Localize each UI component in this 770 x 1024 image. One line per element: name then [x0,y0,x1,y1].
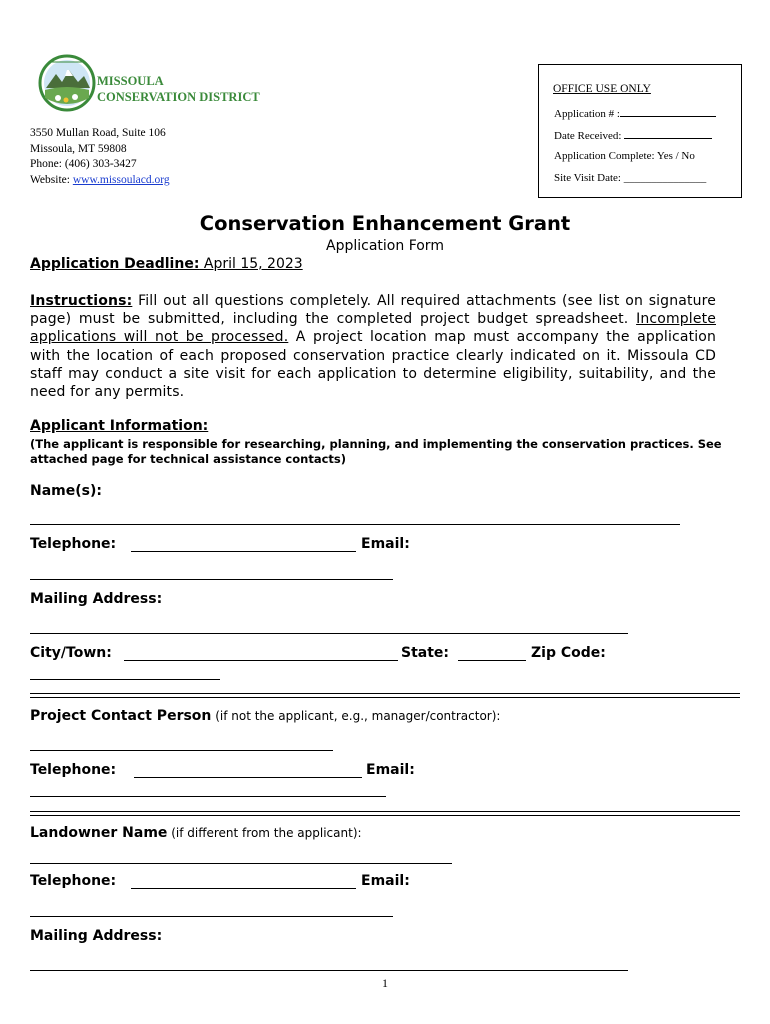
application-number-row [554,106,716,120]
city-label: City/Town: [30,645,112,661]
site-visit-date-row: Site Visit Date: _______________ [554,172,707,184]
instructions-label: Instructions: [30,293,133,309]
deadline-label: Application Deadline: [30,256,200,272]
landowner-email-field[interactable] [30,916,393,917]
office-use-box [538,64,742,198]
website-link[interactable]: www.missoulacd.org [72,173,170,186]
instructions-text-2: A project location map must accompany the application with the location of each proposed conservation practice clearly indicated on it. Missoula CD staff may conduct a site visit for each application to determine eligibility, suitability, and the need for any permits. [30,329,716,401]
landowner-name-label [30,825,362,841]
application-number-field[interactable] [620,106,716,117]
deadline-value: April 15, 2023 [199,256,303,272]
applicant-telephone-field[interactable] [131,551,356,552]
landowner-telephone-field[interactable] [131,888,356,889]
zip-field[interactable] [30,679,220,680]
section-divider [30,811,740,816]
org-address [30,126,170,188]
landowner-name-label-text: Landowner Name [30,825,168,841]
contact-telephone-label: Telephone: [30,762,117,778]
section-divider [30,693,740,698]
landowner-email-label: Email: [361,873,410,889]
org-name-line1: MISSOULA [97,74,164,88]
application-complete-row: Application Complete: Yes / No [554,150,695,162]
org-name [97,73,260,105]
application-number-label: Application # : [554,108,620,120]
landowner-telephone-label: Telephone: [30,873,117,889]
org-name-line2: CONSERVATION DISTRICT [97,90,260,104]
contact-email-field[interactable] [30,796,386,797]
landowner-name-note: (if different from the applicant): [167,826,362,840]
missoula-cd-logo [38,54,96,112]
date-received-field[interactable] [624,128,712,139]
applicant-telephone-label: Telephone: [30,536,117,552]
zip-label: Zip Code: [531,645,606,661]
state-label: State: [401,645,450,661]
applicant-mailing-field[interactable] [30,633,628,634]
landowner-mailing-label: Mailing Address: [30,928,163,944]
website-line [30,173,170,189]
address-line2: Missoula, MT 59808 [30,142,127,155]
contact-person-label-text: Project Contact Person [30,708,212,724]
landowner-name-field[interactable] [30,863,452,864]
contact-telephone-field[interactable] [134,777,362,778]
application-deadline [30,256,303,272]
date-received-row [554,128,712,142]
phone-number: Phone: (406) 303-3427 [30,158,137,170]
office-use-title: OFFICE USE ONLY [553,83,651,95]
address-line1: 3550 Mullan Road, Suite 106 [30,127,166,139]
website-label: Website: [30,173,73,186]
page-number: 1 [382,976,388,990]
applicant-email-field[interactable] [30,579,393,580]
names-label: Name(s): [30,483,102,499]
applicant-email-label: Email: [361,536,410,552]
applicant-mailing-label: Mailing Address: [30,591,163,607]
applicant-info-heading: Applicant Information: [30,418,209,434]
contact-person-note: (if not the applicant, e.g., manager/contractor): [211,709,501,723]
city-field[interactable] [124,660,398,661]
state-field[interactable] [458,660,526,661]
contact-email-label: Email: [366,762,415,778]
instructions-paragraph [30,292,716,401]
names-field[interactable] [30,524,680,525]
contact-person-label [30,708,500,724]
instructions-text-1: Fill out all questions completely. All required attachments (see list on signature page) must be submitted, including the completed project budget spreadsheet. [30,293,716,328]
landowner-mailing-field[interactable] [30,970,628,971]
instructions-warning: Incomplete applications will not be processed. [30,311,716,346]
applicant-info-note: (The applicant is responsible for researching, planning, and implementing the conservation practices. See attached page for technical assistance contacts) [30,437,722,466]
contact-person-field[interactable] [30,750,333,751]
form-subtitle: Application Form [326,238,444,254]
form-title: Conservation Enhancement Grant [199,212,571,235]
date-received-label: Date Received: [554,130,622,142]
